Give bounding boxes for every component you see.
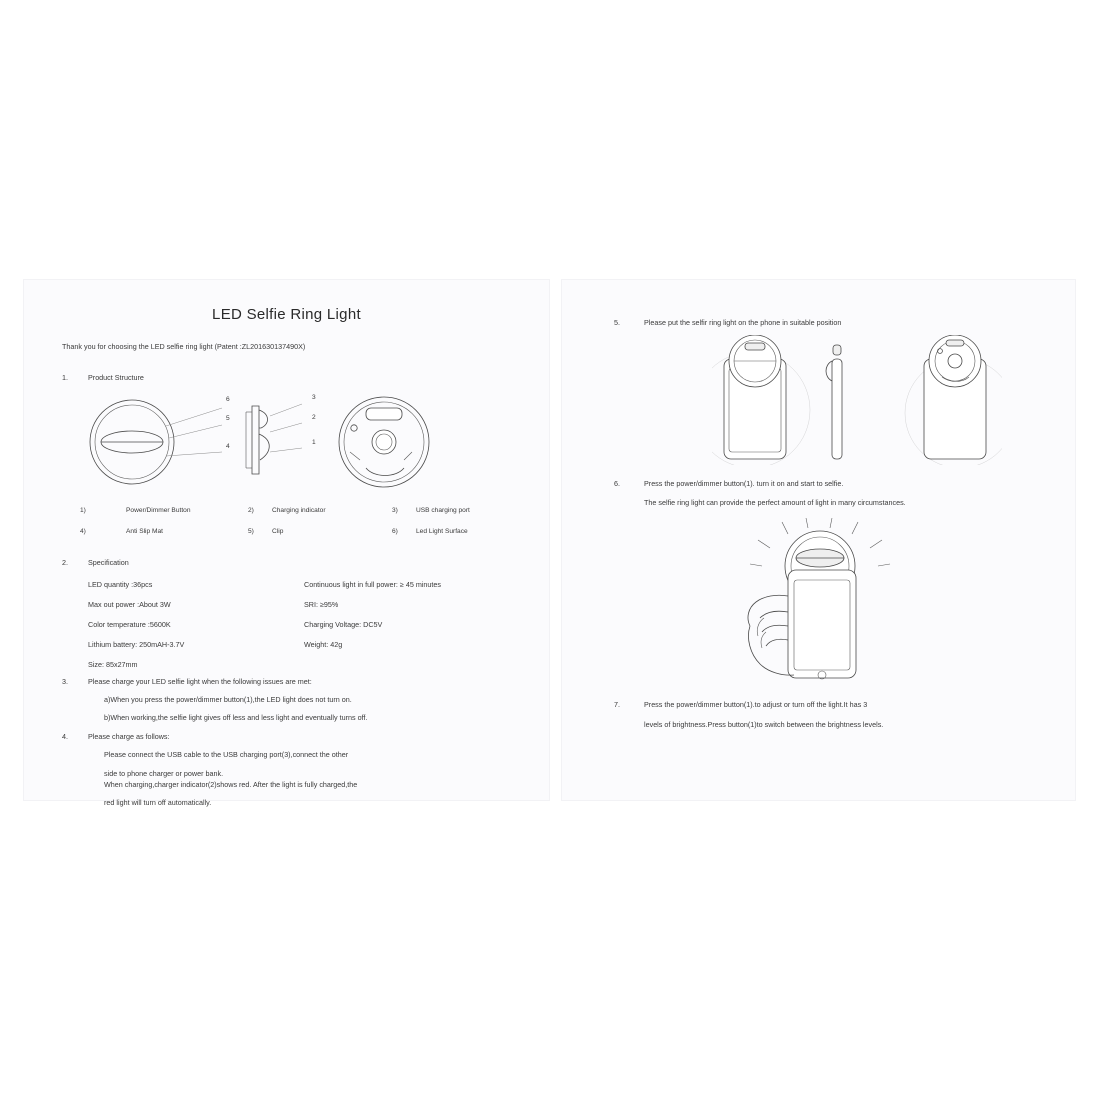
legend-key-5: 5) (248, 528, 254, 535)
spec-left-5: Size: 85x27mm (88, 660, 138, 669)
callout-5: 5 (226, 415, 230, 422)
legend-key-1: 1) (80, 507, 86, 514)
spec-right-3: Charging Voltage: DC5V (304, 620, 383, 629)
legend-key-3: 3) (392, 507, 398, 514)
manual-page-left (24, 280, 549, 800)
legend-label-6: Led Light Surface (416, 528, 468, 535)
spec-right-1: Continuous light in full power: ≥ 45 minutes (304, 580, 441, 589)
section-4-heading: Please charge as follows: (88, 732, 170, 741)
phone-positions-figure (712, 335, 1002, 465)
section-3-heading: Please charge your LED selfie light when the following issues are met: (88, 677, 312, 686)
legend-key-2: 2) (248, 507, 254, 514)
section-4-line-2: side to phone charger or power bank. (104, 769, 224, 778)
section-1-heading: Product Structure (88, 373, 144, 382)
callout-2: 2 (312, 414, 316, 421)
callout-4: 4 (226, 443, 230, 450)
section-6-line-1: Press the power/dimmer button(1). turn it on and start to selfie. (644, 479, 844, 488)
spec-right-4: Weight: 42g (304, 640, 343, 649)
section-7-line-1: Press the power/dimmer button(1).to adjust or turn off the light.It has 3 (644, 700, 868, 709)
section-4-number: 4. (62, 732, 68, 741)
intro-text: Thank you for choosing the LED selfie ring light (Patent :ZL201630137490X) (62, 342, 306, 351)
spec-left-1: LED quantity :36pcs (88, 580, 153, 589)
manual-page-right (562, 280, 1075, 800)
section-2-heading: Specification (88, 558, 129, 567)
legend-label-1: Power/Dimmer Button (126, 507, 191, 514)
spec-right-2: SRI: ≥95% (304, 600, 339, 609)
product-structure-figure (74, 390, 504, 490)
section-4-line-3: When charging,charger indicator(2)shows red. After the light is fully charged,the (104, 780, 358, 789)
section-6-line-2: The selfie ring light can provide the perfect amount of light in many circumstances. (644, 498, 906, 507)
section-2-number: 2. (62, 558, 68, 567)
page-title: LED Selfie Ring Light (212, 306, 361, 323)
callout-6: 6 (226, 396, 230, 403)
legend-label-5: Clip (272, 528, 284, 535)
section-1-number: 1. (62, 373, 68, 382)
section-7-line-2: levels of brightness.Press button(1)to switch between the brightness levels. (644, 720, 884, 729)
section-6-number: 6. (614, 479, 620, 488)
section-3-number: 3. (62, 677, 68, 686)
section-5-text: Please put the selfir ring light on the phone in suitable position (644, 318, 842, 327)
legend-key-6: 6) (392, 528, 398, 535)
callout-1: 1 (312, 439, 316, 446)
section-5-number: 5. (614, 318, 620, 327)
section-7-number: 7. (614, 700, 620, 709)
spec-left-4: Lithium battery: 250mAH-3.7V (88, 640, 185, 649)
hand-holding-phone-figure (672, 518, 972, 688)
legend-label-3: USB charging port (416, 507, 470, 514)
section-4-line-1: Please connect the USB cable to the USB charging port(3),connect the other (104, 750, 349, 759)
legend-label-2: Charging indicator (272, 507, 326, 514)
section-3-line-2: b)When working,the selfie light gives off less and less light and eventually turns off. (104, 713, 368, 722)
legend-label-4: Anti Slip Mat (126, 528, 164, 535)
callout-3: 3 (312, 394, 316, 401)
spec-left-2: Max out power :About 3W (88, 600, 171, 609)
section-4-line-4: red light will turn off automatically. (104, 798, 212, 807)
section-3-line-1: a)When you press the power/dimmer button(1),the LED light does not turn on. (104, 695, 352, 704)
spec-left-3: Color temperature :5600K (88, 620, 171, 629)
legend-key-4: 4) (80, 528, 86, 535)
